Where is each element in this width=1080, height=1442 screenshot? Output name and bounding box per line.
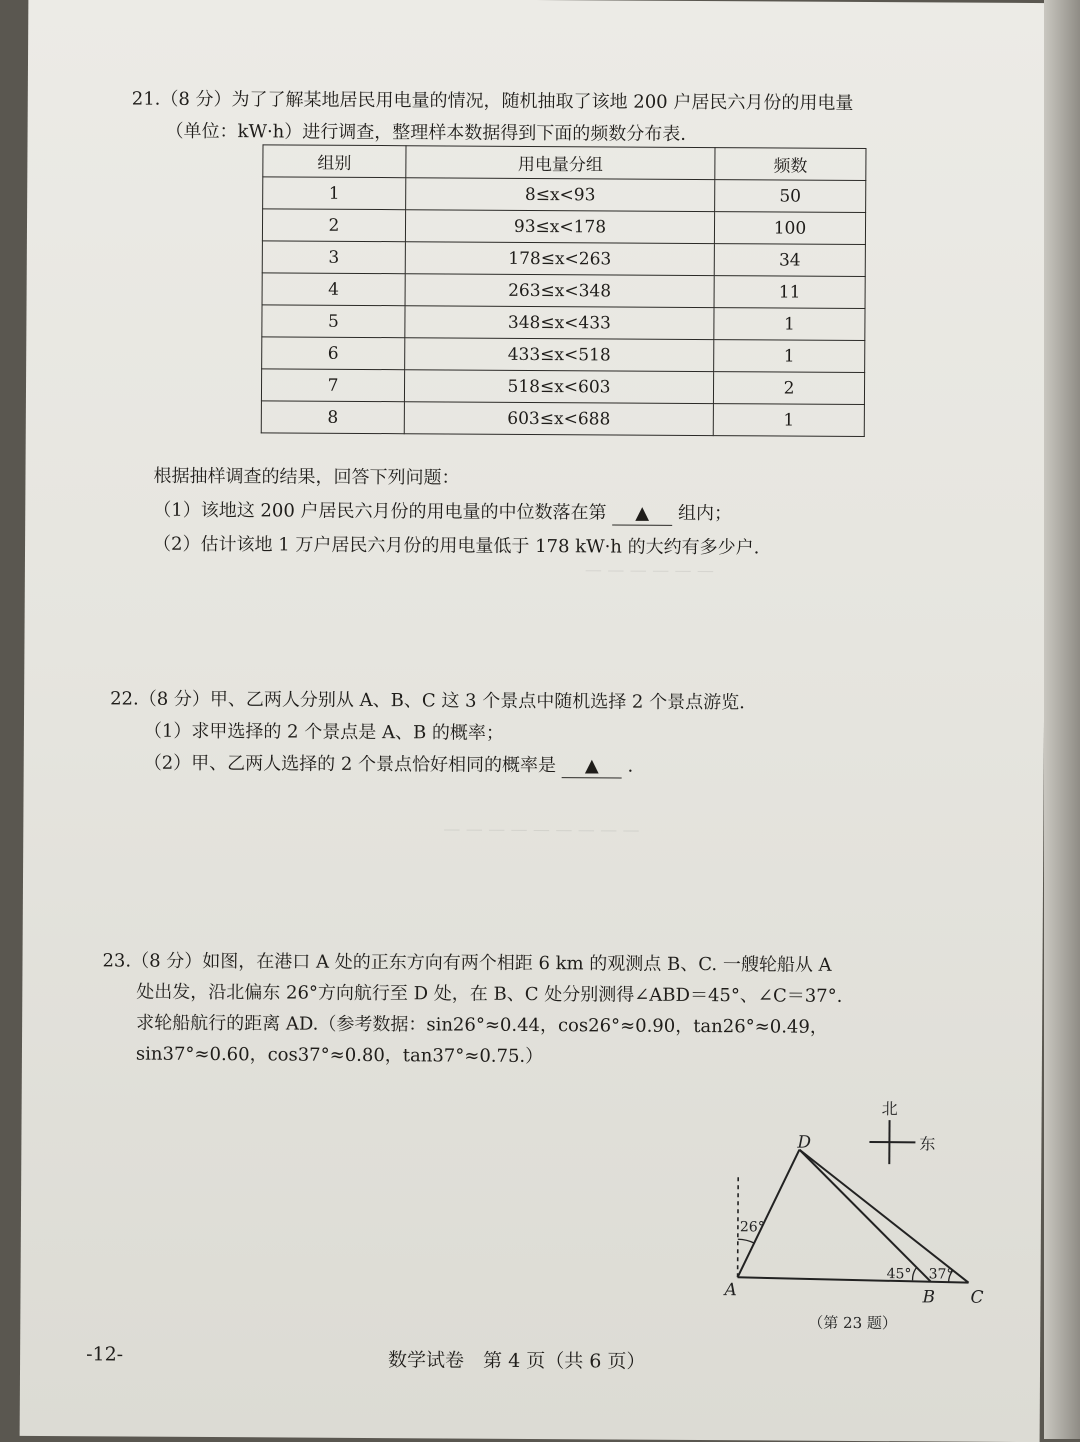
cell-range: 93≤x<178 [405,210,714,244]
table-row [262,305,865,341]
q23-line4: sin37°≈0.60，cos37°≈0.80，tan37°≈0.75.） [102,1038,842,1074]
cell-group: 3 [262,241,405,274]
q21-line2: （单位：kW·h）进行调查，整理样本数据得到下面的频数分布表. [131,116,853,152]
line-DB [799,1150,932,1282]
cell-group: 7 [261,369,404,402]
cell-frequency: 100 [714,212,865,245]
cell-frequency: 11 [714,276,865,309]
question-21 [131,84,853,152]
point-A-label: A [722,1280,736,1300]
north-label: 北 [882,1099,898,1118]
triangle-icon: ▲ [585,755,599,776]
footer-title: 数学试卷 第 4 页（共 6 页） [388,1345,646,1374]
line-AD [738,1149,800,1277]
table-row [262,209,865,245]
question-23 [102,945,843,1074]
cell-range: 263≤x<348 [405,274,714,308]
bleed-through-text: — — — — — — [585,560,714,581]
q22-sub2 [110,747,745,783]
triangle-icon: ▲ [635,503,649,524]
cell-range: 603≤x<688 [404,402,713,436]
cell-group: 1 [263,177,406,210]
cell-frequency: 34 [714,244,865,277]
table-row [263,177,866,213]
header-frequency: 频数 [715,148,866,181]
table-row [262,337,865,373]
q21-intro: 根据抽样调查的结果，回答下列问题： [153,460,760,498]
point-B-label: B [921,1287,935,1307]
frequency-table [261,144,867,437]
q21-sub1 [153,494,760,532]
angle-45-label: 45° [887,1266,912,1282]
point-C-label: C [970,1288,983,1308]
table-row [261,401,864,437]
angle-arc-26 [738,1239,755,1243]
bleed-through-text: — — — — — — — — — [443,819,639,840]
q21-subquestions [153,460,760,566]
cell-frequency: 50 [715,180,866,213]
cell-range: 8≤x<93 [406,178,715,212]
cell-group: 5 [262,305,405,338]
cell-range: 518≤x<603 [404,370,713,404]
q22-sub2-text: （2）甲、乙两人选择的 2 个景点恰好相同的概率是 [144,753,556,777]
north-dashed-line [738,1177,739,1277]
header-group: 组别 [263,145,406,178]
q21-sub1-suffix: 组内； [678,503,732,524]
cell-group: 4 [262,273,405,306]
table-header-row [263,145,866,181]
angle-37-label: 37° [929,1266,954,1282]
q22-line1: 22.（8 分）甲、乙两人分别从 A、B、C 这 3 个景点中随机选择 2 个景点游览. [110,683,745,719]
question-22 [110,683,745,783]
table-row [262,241,865,277]
q21-line1: 21.（8 分）为了了解某地居民用电量的情况，随机抽取了该地 200 户居民六月份的用电量 [132,84,854,120]
angle-26-label: 26° [740,1219,765,1235]
cell-group: 8 [261,401,404,434]
table-row [262,273,865,309]
page-number: -12- [86,1343,123,1365]
q23-figure [680,1091,982,1343]
cell-range: 348≤x<433 [405,306,714,340]
header-range: 用电量分组 [406,146,715,180]
figure-caption: （第 23 题） [808,1314,897,1333]
cell-frequency: 2 [713,372,864,405]
table-row [261,369,864,405]
q23-line3: 求轮船航行的距离 AD.（参考数据：sin26°≈0.44，cos26°≈0.90，tan26°≈0.49， [102,1007,842,1043]
next-page-edge [1044,0,1080,1439]
cell-range: 178≤x<263 [405,242,714,276]
east-label: 东 [919,1134,935,1153]
point-D-label: D [796,1133,811,1153]
q22-sub1: （1）求甲选择的 2 个景点是 A、B 的概率； [110,715,745,751]
q22-sub2-suffix: . [627,756,633,777]
cell-group: 6 [262,337,405,370]
answer-blank [562,755,622,778]
exam-page [20,0,1049,1442]
q23-line2: 处出发，沿北偏东 26°方向航行至 D 处，在 B、C 处分别测得∠ABD＝45°、∠C＝37°. [102,976,842,1012]
answer-blank [612,502,672,525]
q21-sub1-text: （1）该地这 200 户居民六月份的用电量的中位数落在第 [153,500,606,524]
q23-line1: 23.（8 分）如图，在港口 A 处的正东方向有两个相距 6 km 的观测点 B、C. 一艘轮船从 A [102,945,842,981]
cell-frequency: 1 [713,404,864,437]
cell-frequency: 1 [714,308,865,341]
angle-arc-45 [913,1267,917,1280]
q21-sub2: （2）估计该地 1 万户居民六月份的用电量低于 178 kW·h 的大约有多少户. [153,528,760,566]
cell-group: 2 [262,209,405,242]
cell-frequency: 1 [714,340,865,373]
line-DC [799,1150,970,1283]
compass-icon [869,1099,935,1164]
cell-range: 433≤x<518 [405,338,714,372]
